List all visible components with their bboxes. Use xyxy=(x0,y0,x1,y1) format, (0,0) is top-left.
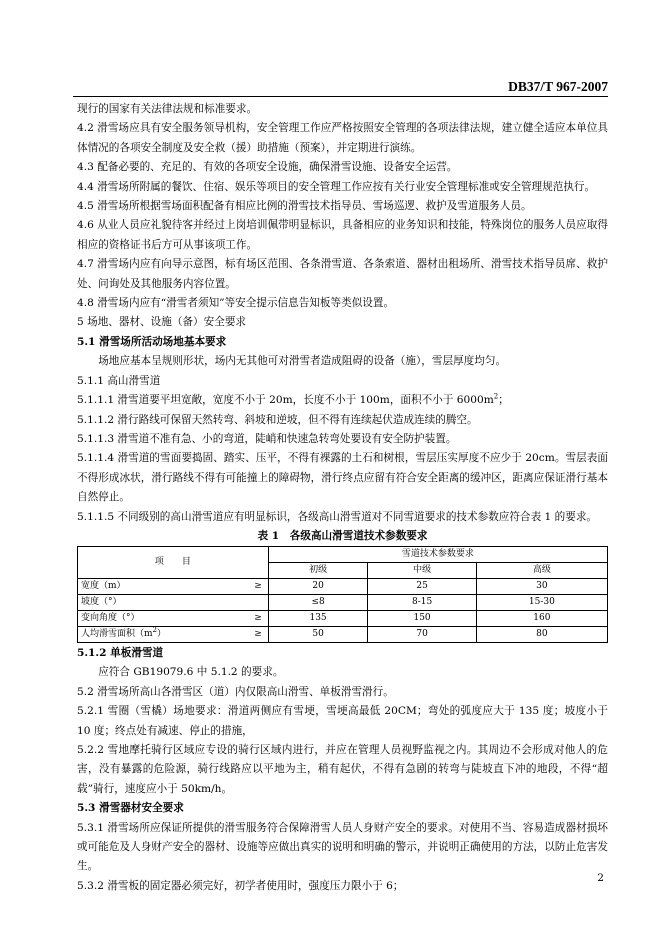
clause-5-1-1-heading: 5.1.1 高山滑雪道 xyxy=(77,374,161,387)
table-cell: 25 xyxy=(368,578,476,594)
paragraph: 现行的国家有关法律法规和标准要求。 xyxy=(77,103,258,115)
table-cell: 8-15 xyxy=(368,594,476,610)
section-5-3-heading: 5.3 滑雪器材安全要求 xyxy=(77,802,184,815)
table-level-header: 高级 xyxy=(476,562,607,578)
clause-5-1-1-5: 5.1.1.5 不同级别的高山滑雪道应有明显标识，各级高山滑雪道对不同雪道要求的技术参数应符合表 1 的要求。 xyxy=(77,510,598,523)
row-label-text: 人均滑雪面积（m xyxy=(81,629,153,640)
clause-5-1-1-2: 5.1.1.2 滑行路线可保留天然转弯、斜坡和逆坡，但不得有连续起伏造成连续的腾空。 xyxy=(77,413,478,426)
clause-5-2-1: 5.2.1 雪圈（雪橇）场地要求：滑道两侧应有雪埂，雪埂高最低 20CM；弯处的弧度应大于 135 度；坡度小于 10 度；终点处有减速、停止的措施， xyxy=(77,705,608,737)
document-code: DB37/T 967-2007 xyxy=(508,79,608,94)
table-cell: 20 xyxy=(268,578,368,594)
table-title: 表 1 各级高山滑雪道技术参数要求 xyxy=(257,529,428,542)
clause-5-2-2: 5.2.2 雪地摩托骑行区域应专设的骑行区域内进行，并应在管理人员视野监视之内。其周边不会形成对他人的危害，没有暴露的危险源，骑行线路应以平地为主，稍有起伏，不得有急剧的转弯与陡坡直下冲的地段，不得“超载”骑行，速度应小于 50km/h。 xyxy=(77,743,608,795)
table-row-label xyxy=(78,610,269,626)
clause-5-3-1: 5.3.1 滑雪场所应保证所提供的滑雪服务符合保障滑雪人员人身财产安全的要求。对使用不当、容易造成器材损坏或可能危及人身财产安全的器材、设施等应做出真实的说明和明确的警示，并说明正确使用的方法，以防止危害发生。 xyxy=(77,821,608,873)
clause-5-1-1-1: 5.1.1.1 滑雪道要平坦宽敞，宽度不小于 20m，长度不小于 100m，面积不小于 $6000m^2$； xyxy=(77,392,509,407)
superscript: 2 xyxy=(493,392,499,401)
section-5-1-heading: 5.1 滑雪场所活动场地基本要求 xyxy=(77,335,227,348)
clause-4-6: 4.6 从业人员应礼貌待客并经过上岗培训佩带明显标识，具备相应的业务知识和技能，特殊岗位的服务人员应取得相应的资格证书后方可从事该项工作。 xyxy=(77,219,608,251)
table-cell: 150 xyxy=(368,610,476,626)
page-number: 2 xyxy=(597,872,604,884)
clause-5-1-2-text: 应符合 GB19079.6 中 5.1.2 的要求。 xyxy=(98,666,284,679)
clause-5-1-1-1-text: 5.1.1.1 滑雪道要平坦宽敞，宽度不小于 20m，长度不小于 100m，面积不小于 6000m xyxy=(77,394,494,407)
clause-5-3-2: 5.3.2 滑雪板的固定器必须完好，初学者使用时，强度压力限小于 6； xyxy=(77,879,404,892)
clause-5-1-1-3: 5.1.1.3 滑雪道不准有急、小的弯道，陡峭和快速急转弯处要设有安全防护装置。 xyxy=(77,432,457,445)
table-cell: 70 xyxy=(368,626,476,642)
parameter-table xyxy=(77,546,608,643)
table-row-label xyxy=(78,578,269,594)
clause-4-2: 4.2 滑雪场应具有安全服务领导机构，安全管理工作应严格按照安全管理的各项法律法规，建立健全适应本单位具体情况的各项安全制度及安全救（援）助措施（预案），并定期进行演练。 xyxy=(77,122,608,154)
row-label-text: 变向角度（°） xyxy=(81,613,140,624)
document-body xyxy=(77,100,608,896)
table-group-header: 雪道技术参数要求 xyxy=(268,546,607,562)
table-cell: 15-30 xyxy=(476,594,607,610)
table-row-label xyxy=(78,626,269,642)
superscript: 2 xyxy=(152,626,158,635)
clause-4-5: 4.5 滑雪场所根据雪场面积配备有相应比例的滑雪技术指导员、雪场巡逻、救护及雪道服务人员。 xyxy=(77,200,532,213)
table-cell: 50 xyxy=(268,626,368,642)
table-cell: 160 xyxy=(476,610,607,626)
table-item-header: 项 目 xyxy=(78,546,269,578)
table-cell: ≤8 xyxy=(268,594,368,610)
header-divider xyxy=(73,96,608,97)
clause-5-1-text: 场地应基本呈规则形状，场内无其他可对滑雪者造成阻碍的设备（施），雪层厚度均匀。 xyxy=(98,355,507,368)
table-row-label xyxy=(78,594,269,610)
clause-5-2: 5.2 滑雪场所高山各滑雪区（道）内仅限高山滑雪、单板滑雪滑行。 xyxy=(77,685,394,698)
geq-symbol: ≥ xyxy=(254,612,262,623)
table-level-header: 初级 xyxy=(268,562,368,578)
geq-symbol: ≥ xyxy=(254,628,262,639)
table-row xyxy=(78,626,608,642)
clause-4-3: 4.3 配备必要的、充足的、有效的各项安全设施，确保滑雪设施、设备安全运营。 xyxy=(77,161,458,174)
row-label-end: ） xyxy=(157,629,167,640)
clause-5-1-1-4: 5.1.1.4 滑雪道的雪面要捣固、踏实、压平，不得有裸露的土石和树根，雪层压实厚度不应少于 20cm。雪层表面不得形成冰状，滑行路线不得有可能撞上的障碍物，滑行终点应留有符合安全距离的缓冲区，距离应保证滑行基本自然停止。 xyxy=(77,452,608,504)
table-row xyxy=(78,594,608,610)
clause-4-4: 4.4 滑雪场所附属的餐饮、住宿、娱乐等项目的安全管理工作应按有关行业安全管理标准或安全管理规范执行。 xyxy=(77,180,596,193)
table-header-row xyxy=(78,546,608,562)
table-level-header: 中级 xyxy=(368,562,476,578)
table-cell: 135 xyxy=(268,610,368,626)
clause-4-7: 4.7 滑雪场内应有向导示意图，标有场区范围、各条滑雪道、各条索道、器材出租场所、滑雪技术指导员席、救护处、问询处及其他服务内容位置。 xyxy=(77,258,608,290)
table-cell: 30 xyxy=(476,578,607,594)
table-cell: 80 xyxy=(476,626,607,642)
row-label-text: 宽度（m） xyxy=(81,581,126,592)
clause-4-8: 4.8 滑雪场内应有“滑雪者须知”等安全提示信息告知板等类似设置。 xyxy=(77,297,395,310)
row-label-text: 坡度（°） xyxy=(81,597,122,608)
table-row xyxy=(78,578,608,594)
table-row xyxy=(78,610,608,626)
section-5-heading: 5 场地、器材、设施（备）安全要求 xyxy=(77,316,247,329)
geq-symbol: ≥ xyxy=(254,580,262,591)
clause-5-1-2-heading: 5.1.2 单板滑雪道 xyxy=(77,646,164,659)
